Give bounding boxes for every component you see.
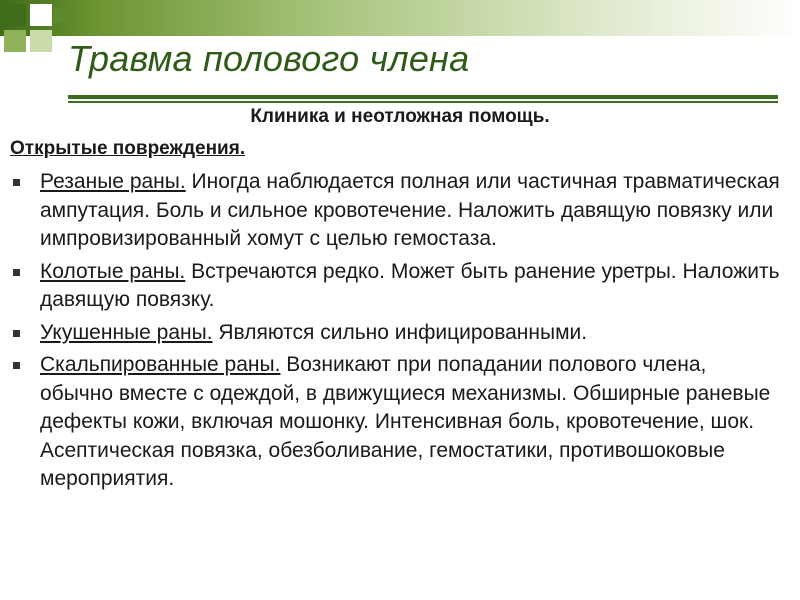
list-item-text xyxy=(40,258,780,315)
list-item-lead: Укушенные раны. xyxy=(40,320,213,344)
corner-square-decoration xyxy=(30,30,52,52)
list-item-body: Иногда наблюдается полная или частичная травматическая ампутация. Боль и сильное кровотечение. Наложить давящую повязку или импровизированный хомут с целью гемостаза. xyxy=(40,170,780,250)
list-item xyxy=(10,319,780,348)
section-heading: Открытые повреждения. xyxy=(10,138,246,159)
list-item xyxy=(10,168,780,254)
header-gradient-band xyxy=(0,0,800,36)
list-item-body: Встречаются редко. Может быть ранение уретры. Наложить давящую повязку. xyxy=(40,259,780,311)
slide-title: Травма полового члена xyxy=(68,38,470,79)
slide-subtitle: Клиника и неотложная помощь. xyxy=(250,106,550,127)
list-item xyxy=(10,351,780,494)
list-item xyxy=(10,258,780,315)
list-item-lead: Колотые раны. xyxy=(40,259,186,283)
list-item-lead: Скальпированные раны. xyxy=(40,353,281,376)
bullet-square-icon xyxy=(13,330,20,337)
corner-square-decoration xyxy=(30,4,52,26)
list-item-body: Являются сильно инфицированными. xyxy=(212,320,588,344)
corner-square-decoration xyxy=(4,30,26,52)
bullet-square-icon xyxy=(13,179,20,186)
bullet-square-icon xyxy=(13,269,20,276)
list-item-text xyxy=(40,168,780,254)
list-item-body: Возникают при попадании полового члена, обычно вместе с одеждой, в движущиеся механизмы. Обширные раневые дефекты кожи, включая мошонку. Интенсивная боль, кровотечение, шок. Асептическая повязка, обезболивание, гемостатики, противошоковые мероприятия. xyxy=(40,353,771,490)
bullet-square-icon xyxy=(13,362,20,369)
corner-square-decoration xyxy=(4,4,26,26)
title-rule-thick xyxy=(68,95,778,99)
bullet-list xyxy=(10,168,780,498)
list-item-text xyxy=(40,319,780,348)
title-rule-thin xyxy=(68,101,778,103)
list-item-lead: Резаные раны. xyxy=(40,170,186,193)
list-item-text xyxy=(40,351,780,494)
corner-square-decoration xyxy=(54,8,68,22)
